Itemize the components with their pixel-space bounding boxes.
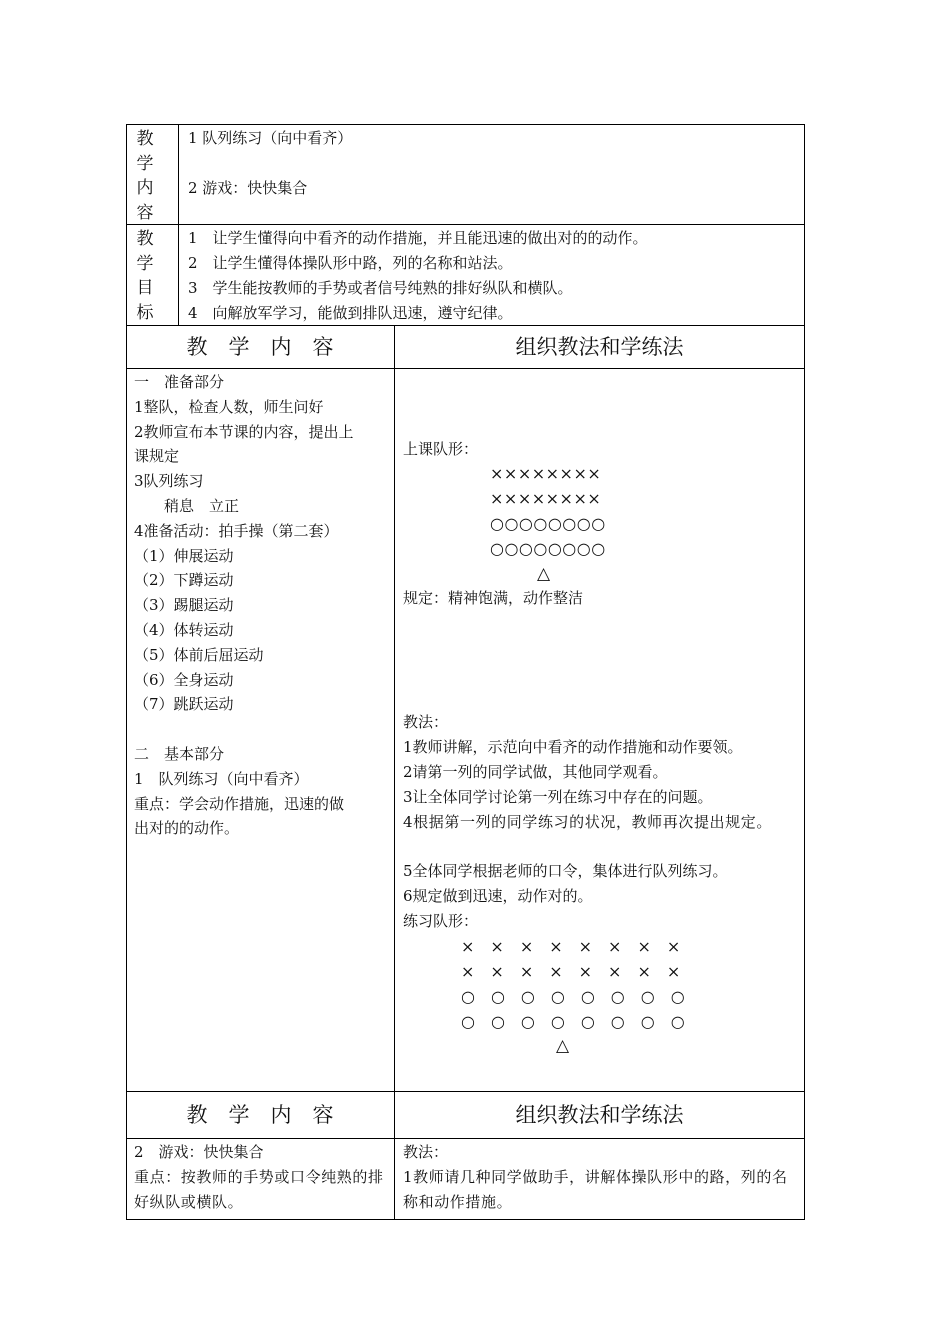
left-line-blank [134, 717, 354, 742]
table1-left-text [134, 370, 354, 841]
rule-text: 规定：精神饱满，动作整洁 [403, 589, 584, 607]
game-key-point: 重点：按教师的手势或口令纯熟的排好纵队或横队。 [134, 1168, 384, 1211]
left-line: 3队列练习 [134, 472, 204, 491]
formation2-row: ○ ○ ○ ○ ○ ○ ○ ○ [461, 987, 685, 1006]
left-line: 稍息 立正 [134, 496, 240, 515]
table1-header-left: 教 学 内 容 [186, 335, 334, 359]
method-item: 4根据第一列的同学练习的状况，教师再次提出规定。 [403, 813, 772, 831]
game-method-text: 1教师请几种同学做助手，讲解体操队形中的路，列的名称和动作措施。 [403, 1168, 788, 1211]
formation1-row: ○○○○○○○○ [490, 514, 606, 533]
table2-header-left: 教 学 内 容 [186, 1103, 334, 1127]
left-line: 出对的的动作。 [134, 819, 240, 838]
left-line: 1整队，检查人数，师生问好 [134, 397, 324, 416]
game-method-label: 教法： [403, 1143, 449, 1161]
formation2-row: × × × × × × × × [461, 962, 681, 981]
table1-header-right: 组织教法和学练法 [515, 335, 684, 359]
left-line: （2）下蹲运动 [134, 571, 234, 590]
table1-column-divider [394, 325, 395, 1092]
goal-item-2: 2 让学生懂得体操队形中路，列的名称和站法。 [188, 254, 513, 272]
content-item-2: 2 游戏：快快集合 [188, 179, 308, 197]
teacher-triangle-icon: △ [537, 564, 551, 584]
left-line: 重点：学会动作措施，迅速的做 [134, 794, 345, 813]
left-line: （5）体前后屈运动 [134, 645, 264, 664]
left-line: 4准备活动：拍手操（第二套） [134, 521, 339, 540]
content-label: 教学内容 [136, 129, 154, 223]
left-line: 1 队列练习（向中看齐） [134, 769, 309, 788]
method-item: 5全体同学根据老师的口令，集体进行队列练习。 [403, 862, 728, 880]
formation1-row: ×××××××× [490, 464, 602, 483]
left-line: （6）全身运动 [134, 670, 234, 689]
left-line: （4）体转运动 [134, 620, 234, 639]
left-line: 2教师宣布本节课的内容，提出上 [134, 422, 354, 441]
left-line: （3）踢腿运动 [134, 596, 234, 615]
top-section-divider [178, 124, 179, 326]
left-line: 二 基本部分 [134, 744, 225, 763]
game-title: 2 游戏：快快集合 [134, 1143, 264, 1161]
formation2-label: 练习队形： [403, 912, 479, 930]
formation2-row: ○ ○ ○ ○ ○ ○ ○ ○ [461, 1012, 685, 1031]
top-section-row-divider [126, 224, 805, 225]
left-line: （7）跳跃运动 [134, 695, 234, 714]
method-item: 6规定做到迅速，动作对的。 [403, 887, 593, 905]
goal-item-4: 4 向解放军学习，能做到排队迅速，遵守纪律。 [188, 304, 513, 322]
left-line: 一 准备部分 [134, 373, 225, 391]
table2-header-divider [126, 1138, 805, 1139]
formation1-row: ○○○○○○○○ [490, 539, 606, 558]
teacher-triangle-icon: △ [556, 1036, 570, 1056]
method-item: 2请第一列的同学试做，其他同学观看。 [403, 763, 668, 781]
table1-header-divider [126, 368, 805, 369]
left-line: （1）伸展运动 [134, 546, 234, 565]
method-item: 3让全体同学讨论第一列在练习中存在的问题。 [403, 788, 713, 806]
goal-item-1: 1 让学生懂得向中看齐的动作措施，并且能迅速的做出对的的动作。 [188, 229, 648, 247]
left-line: 课规定 [134, 447, 180, 466]
method-label: 教法： [403, 713, 449, 731]
formation2-row: × × × × × × × × [461, 937, 681, 956]
method-item: 1教师讲解，示范向中看齐的动作措施和动作要领。 [403, 738, 743, 756]
content-item-1: 1 队列练习（向中看齐） [188, 129, 353, 147]
goal-item-3: 3 学生能按教师的手势或者信号纯熟的排好纵队和横队。 [188, 279, 573, 297]
table2-header-right: 组织教法和学练法 [515, 1103, 684, 1127]
goal-label: 教学目标 [136, 229, 154, 323]
formation1-row: ×××××××× [490, 489, 602, 508]
formation1-label: 上课队形： [403, 440, 479, 458]
